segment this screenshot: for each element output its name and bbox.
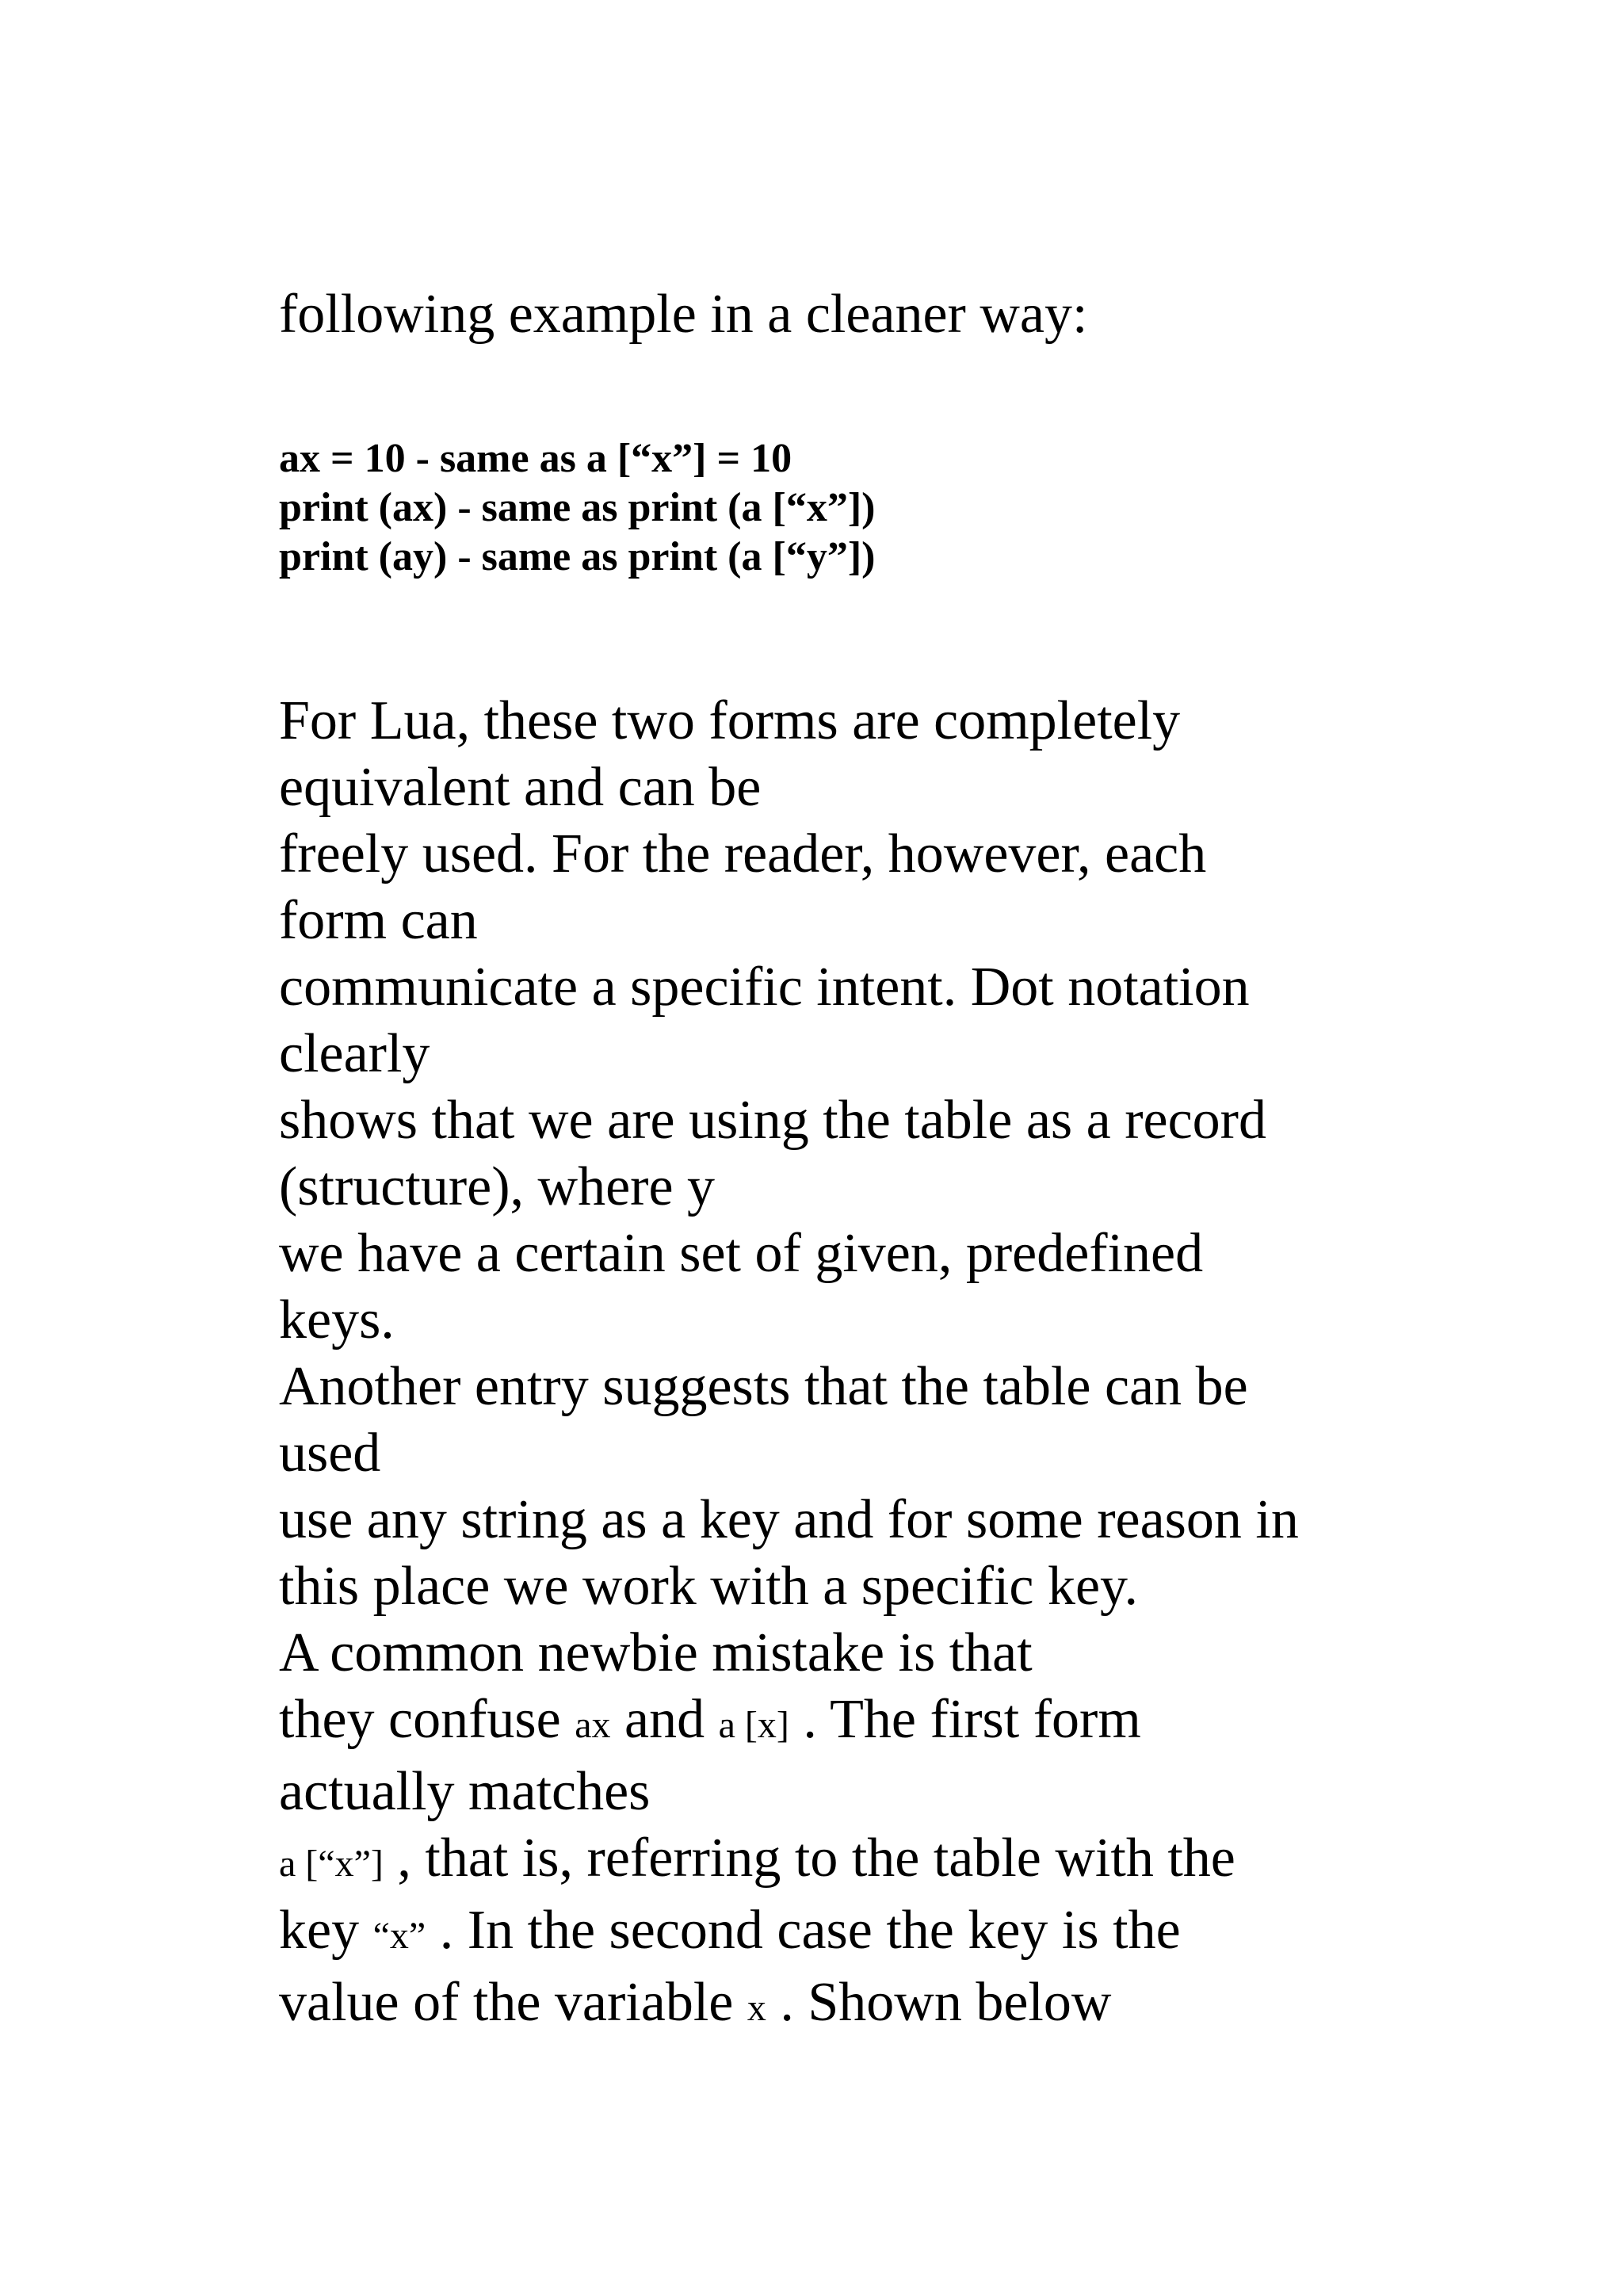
inline-code: a [“x”]: [279, 1843, 384, 1885]
text-segment: . In the second case the key is the: [426, 1900, 1181, 1961]
body-paragraph: [279, 688, 1299, 2042]
text-line: used: [279, 1423, 381, 1484]
inline-code: a [x]: [718, 1704, 789, 1746]
text-line: [279, 1897, 1299, 1969]
text-segment: and: [610, 1689, 719, 1750]
text-line: equivalent and can be: [279, 757, 762, 818]
inline-code: “x”: [372, 1915, 426, 1957]
text-line: For Lua, these two forms are completely: [279, 690, 1181, 751]
text-line: keys.: [279, 1289, 395, 1350]
text-segment: , that is, referring to the table with the: [383, 1828, 1235, 1889]
text-line: we have a certain set of given, predefined: [279, 1223, 1204, 1284]
text-segment: they confuse: [279, 1689, 575, 1750]
text-segment: key: [279, 1900, 373, 1961]
intro-text: following example in a cleaner way:: [279, 284, 1088, 345]
text-segment: . The first form: [789, 1689, 1141, 1750]
text-segment: value of the variable: [279, 1972, 747, 2033]
text-line: this place we work with a specific key.: [279, 1556, 1138, 1617]
code-line: print (ay) - same as print (a [“y”]): [279, 534, 876, 579]
text-line: A common newbie mistake is that: [279, 1622, 1033, 1683]
text-line: actually matches: [279, 1761, 651, 1822]
code-line: print (ax) - same as print (a [“x”]): [279, 485, 876, 530]
text-segment: . Shown below: [766, 1972, 1112, 2033]
text-line: freely used. For the reader, however, each: [279, 823, 1207, 884]
inline-code: x: [747, 1987, 766, 2029]
text-line: [279, 1687, 1299, 1759]
code-line: ax = 10 - same as a [“x”] = 10: [279, 436, 792, 481]
text-line: [279, 1969, 1299, 2042]
text-line: [279, 1825, 1299, 1897]
document-page: [279, 0, 1388, 2296]
text-line: shows that we are using the table as a record: [279, 1090, 1266, 1151]
text-line: (structure), where y: [279, 1156, 716, 1217]
text-line: Another entry suggests that the table can be: [279, 1356, 1248, 1417]
text-line: communicate a specific intent. Dot notation: [279, 957, 1250, 1018]
inline-code: ax: [575, 1704, 611, 1746]
text-line: use any string as a key and for some reason in: [279, 1489, 1299, 1550]
text-line: clearly: [279, 1023, 430, 1084]
code-block: [279, 434, 875, 582]
text-line: form can: [279, 890, 478, 951]
